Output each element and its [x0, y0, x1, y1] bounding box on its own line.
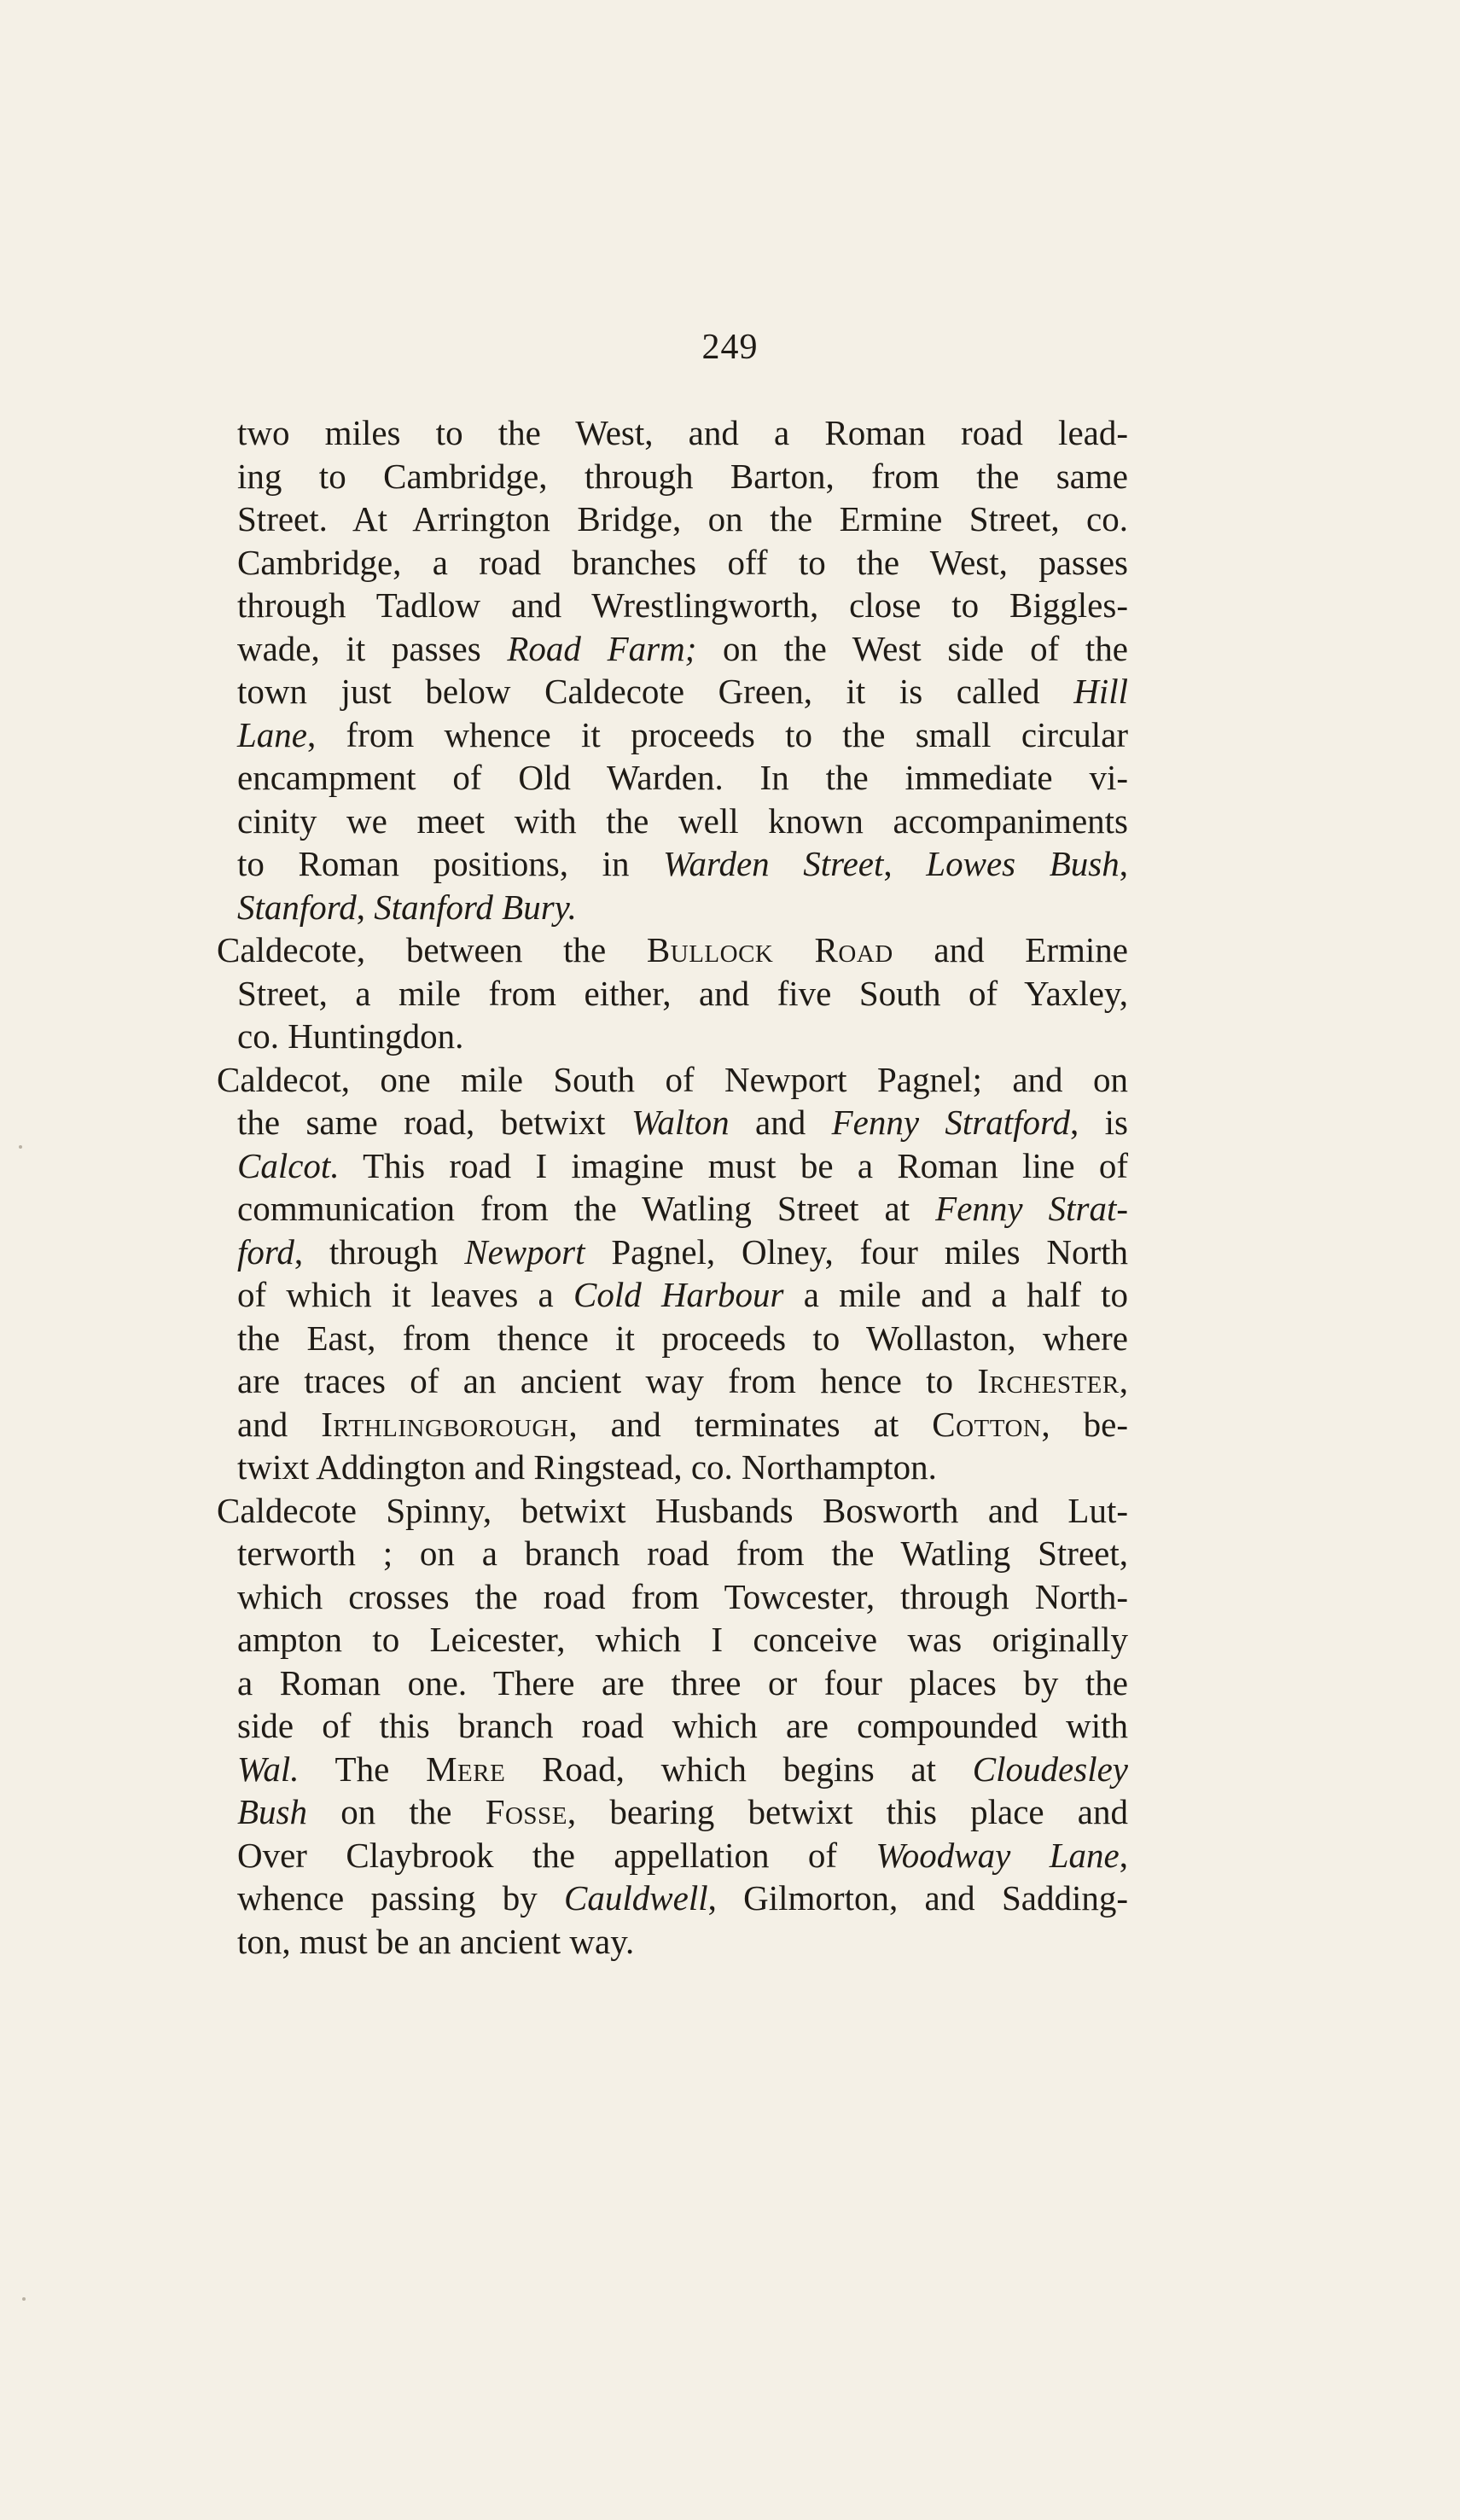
- text-line: [217, 1101, 1128, 1144]
- text-run: ton, must be an ancient way.: [237, 1921, 635, 1961]
- text-run: ing to Cambridge, through Barton, from the same: [237, 456, 1128, 496]
- text-run: ampton to Leicester, which I conceive was originally: [237, 1620, 1128, 1659]
- text-run: whence passing by: [237, 1878, 565, 1918]
- italic-text: Fenny Strat-: [935, 1189, 1128, 1228]
- text-line: [217, 1662, 1128, 1705]
- text-run: Road, which begins at: [505, 1749, 973, 1789]
- italic-text: Bush: [237, 1792, 307, 1831]
- text-line: [217, 800, 1128, 843]
- text-line: [217, 1273, 1128, 1317]
- text-run: , is: [1069, 1103, 1128, 1142]
- text-run: Caldecot, one mile South of Newport Pagnel; and on: [217, 1059, 1128, 1099]
- small-caps-text: Cotton: [932, 1404, 1042, 1444]
- text-line: [217, 972, 1128, 1016]
- italic-text: Walton: [631, 1103, 730, 1142]
- text-run: through Tadlow and Wrestlingworth, close to Biggles-: [237, 585, 1128, 625]
- text-run: ,: [883, 844, 927, 883]
- text-line: [217, 842, 1128, 886]
- text-line: [217, 455, 1128, 498]
- text-run: and Ermine: [893, 930, 1128, 969]
- text-run: side of this branch road which are compounded with: [237, 1706, 1128, 1745]
- text-run: on the West side of the: [696, 628, 1129, 668]
- text-run: The: [299, 1749, 427, 1789]
- text-line: [217, 1058, 1128, 1102]
- small-caps-text: Bullock Road: [646, 930, 893, 969]
- paper-speck: [22, 2297, 26, 2301]
- text-line: [217, 756, 1128, 800]
- text-line: [217, 886, 1128, 929]
- text-line: [217, 498, 1128, 541]
- text-line: [217, 1446, 1128, 1489]
- italic-text: Stanford Bury.: [374, 887, 577, 927]
- text-run: ,: [1119, 1835, 1128, 1875]
- text-run: , through: [294, 1231, 465, 1272]
- text-line: [217, 1317, 1128, 1360]
- italic-text: Warden Street: [663, 844, 884, 883]
- text-run: which crosses the road from Towcester, through North-: [237, 1576, 1128, 1616]
- text-run: and: [729, 1103, 832, 1142]
- italic-text: Cauldwell: [564, 1878, 708, 1918]
- text-line: [217, 1144, 1128, 1188]
- italic-text: Stanford: [237, 887, 357, 927]
- text-run: co. Huntingdon.: [237, 1016, 464, 1056]
- text-line: [217, 1403, 1128, 1446]
- small-caps-text: Irchester: [977, 1361, 1120, 1400]
- text-line: [217, 713, 1128, 757]
- text-line: [217, 1187, 1128, 1231]
- italic-text: Calcot.: [237, 1145, 340, 1185]
- text-run: Pagnel, Olney, four miles North: [585, 1231, 1128, 1272]
- text-run: ,: [1119, 844, 1128, 883]
- text-run: , bearing betwixt this place and: [567, 1792, 1128, 1831]
- italic-text: Fenny Stratford: [831, 1103, 1070, 1142]
- text-run: Cambridge, a road branches off to the West, passes: [237, 542, 1128, 582]
- text-run: ,: [1119, 1361, 1128, 1400]
- text-run: Over Claybrook the appellation of: [237, 1835, 876, 1875]
- text-line: [217, 1532, 1128, 1575]
- text-run: , Gilmorton, and Sadding-: [707, 1878, 1128, 1918]
- text-run: terworth ; on a branch road from the Watling Street,: [237, 1534, 1128, 1573]
- page-number: 249: [701, 328, 759, 367]
- italic-text: Cloudesley: [972, 1749, 1128, 1789]
- text-run: two miles to the West, and a Roman road lead-: [237, 413, 1128, 452]
- text-run: are traces of an ancient way from hence to: [237, 1361, 978, 1400]
- text-line: [217, 1231, 1128, 1274]
- text-run: a mile and a half to: [783, 1275, 1128, 1314]
- text-run: and: [237, 1404, 322, 1444]
- text-run: twixt Addington and Ringstead, co. Northampton.: [237, 1447, 937, 1487]
- text-run: ,: [356, 887, 375, 927]
- text-run: to Roman positions, in: [237, 844, 664, 883]
- small-caps-text: Fosse: [485, 1792, 567, 1831]
- text-line: [217, 1359, 1128, 1403]
- text-run: This road I imagine must be a Roman line of: [339, 1145, 1128, 1185]
- text-line: [217, 1877, 1128, 1920]
- text-line: [217, 1575, 1128, 1619]
- text-run: of which it leaves a: [237, 1275, 573, 1314]
- italic-text: Lowes Bush: [926, 844, 1120, 883]
- text-line: [217, 541, 1128, 585]
- italic-text: Wal.: [237, 1749, 300, 1789]
- text-run: , be-: [1041, 1404, 1128, 1444]
- text-line: [217, 1748, 1128, 1791]
- text-run: encampment of Old Warden. In the immediate vi-: [237, 758, 1128, 797]
- text-run: , and terminates at: [568, 1404, 933, 1444]
- text-line: [217, 1790, 1128, 1834]
- italic-text: Woodway Lane: [875, 1835, 1120, 1875]
- text-run: the East, from thence it proceeds to Wollaston, where: [237, 1318, 1128, 1358]
- text-line: [217, 1920, 1128, 1964]
- text-run: town just below Caldecote Green, it is called: [237, 672, 1074, 711]
- text-run: a Roman one. There are three or four places by the: [237, 1662, 1128, 1702]
- small-caps-text: Mere: [426, 1749, 506, 1789]
- text-run: wade, it passes: [237, 628, 508, 668]
- small-caps-text: Irthlingborough: [321, 1404, 569, 1444]
- italic-text: Lane: [237, 714, 307, 754]
- text-line: [217, 670, 1128, 713]
- italic-text: ford: [237, 1231, 294, 1272]
- body-text: [217, 411, 1128, 1963]
- text-line: [217, 1834, 1128, 1877]
- text-run: the same road, betwixt: [237, 1103, 631, 1142]
- text-line: [217, 584, 1128, 627]
- text-run: Caldecote, between the: [217, 930, 647, 969]
- text-line: [217, 1015, 1128, 1058]
- text-run: , from whence it proceeds to the small circular: [307, 714, 1128, 754]
- italic-text: Cold Harbour: [573, 1275, 784, 1314]
- italic-text: Newport: [464, 1231, 585, 1272]
- text-run: Street, a mile from either, and five South of Yaxley,: [237, 973, 1128, 1013]
- italic-text: Hill: [1073, 672, 1128, 711]
- text-line: [217, 1489, 1128, 1533]
- text-line: [217, 1704, 1128, 1748]
- text-run: cinity we meet with the well known accompaniments: [237, 800, 1128, 841]
- text-run: Street. At Arrington Bridge, on the Ermine Street, co.: [237, 499, 1128, 538]
- text-run: Caldecote Spinny, betwixt Husbands Bosworth and Lut-: [217, 1490, 1128, 1530]
- italic-text: Road Farm;: [507, 628, 697, 668]
- text-line: [217, 411, 1128, 455]
- text-run: communication from the Watling Street at: [237, 1189, 936, 1228]
- text-run: on the: [307, 1792, 486, 1831]
- text-line: [217, 627, 1128, 671]
- text-line: [217, 1618, 1128, 1662]
- paper-speck: [19, 1145, 22, 1149]
- text-line: [217, 928, 1128, 972]
